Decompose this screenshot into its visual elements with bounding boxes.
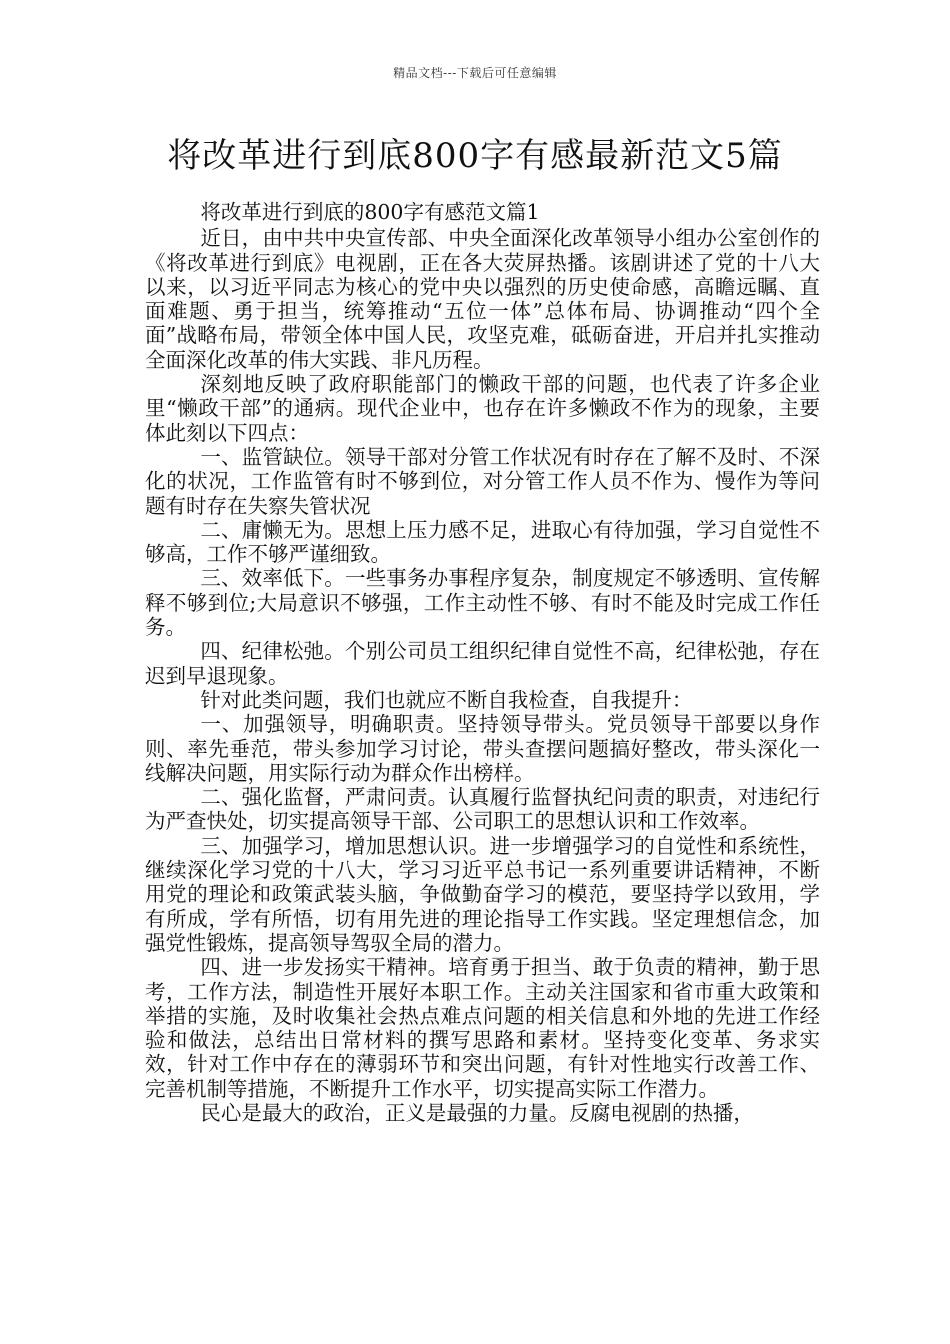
paragraph: 一、加强领导，明确职责。坚持领导带头。党员领导干部要以身作则、率先垂范，带头参加学习讨论，带头查摆问题搞好整改，带头深化一线解决问题，用实际行动为群众作出榜样。 — [145, 712, 820, 785]
header-note: 精品文档---下载后可任意编辑 — [393, 66, 557, 80]
paragraph: 针对此类问题，我们也就应不断自我检查，自我提升： — [200, 687, 693, 712]
paragraph: 四、纪律松弛。个别公司员工组织纪律自觉性不高，纪律松弛，存在迟到早退现象。 — [145, 639, 820, 688]
document-title: 将改革进行到底800字有感最新范文5篇 — [167, 136, 783, 176]
paragraph: 二、庸懒无为。思想上压力感不足，进取心有待加强，学习自觉性不够高，工作不够严谨细致。 — [145, 517, 820, 567]
paragraph: 二、强化监督，严肃问责。认真履行监督执纪问责的职责，对违纪行为严查快处，切实提高领导干部、公司职工的思想认识和工作效率。 — [145, 785, 820, 834]
paragraph: 一、监管缺位。领导干部对分管工作状况有时存在了解不及时、不深化的状况，工作监管有时不够到位，对分管工作人员不作为、慢作为等问题有时存在失察失管状况 — [145, 444, 820, 518]
paragraph: 近日，由中共中央宣传部、中央全面深化改革领导小组办公室创作的《将改革进行到底》电视剧，正在各大荧屏热播。该剧讲述了党的十八大以来，以习近平同志为核心的党中央以强烈的历史使命感，高瞻远瞩、直面难题、勇于担当，统筹推动“五位一体”总体布局、协调推动“四个全面”战略布局，带领全体中国人民，攻坚克难，砥砺奋进，开启并扎实推动全面深化改革的伟大实践、非凡历程。 — [145, 226, 820, 372]
paragraph: 民心是最大的政治，正义是最强的力量。反腐电视剧的热播， — [200, 1100, 754, 1125]
paragraph: 三、加强学习，增加思想认识。进一步增强学习的自觉性和系统性，继续深化学习党的十八大，学习习近平总书记一系列重要讲话精神，不断用党的理论和政策武装头脑，争做勤奋学习的模范，要坚持学以致用，学有所成，学有所悟，切有用先进的理论指导工作实践。坚定理想信念，加强党性锻炼，提高领导驾驭全局的潜力。 — [145, 833, 820, 955]
paragraph: 三、效率低下。一些事务办事程序复杂，制度规定不够透明、宣传解释不够到位;大局意识不够强，工作主动性不够、有时不能及时完成工作任务。 — [145, 566, 820, 640]
section-subtitle: 将改革进行到底的800字有感范文篇1 — [200, 200, 540, 224]
paragraph: 四、进一步发扬实干精神。培育勇于担当、敢于负责的精神，勤于思考，工作方法，制造性开展好本职工作。主动关注国家和省市重大政策和举措的实施，及时收集社会热点难点问题的相关信息和外地的先进工作经验和做法，总结出日常材料的撰写思路和素材。坚持变化变革、务求实效，针对工作中存在的薄弱环节和突出问题，有针对性地实行改善工作、完善机制等措施，不断提升工作水平，切实提高实际工作潜力。 — [145, 955, 820, 1101]
document-body — [145, 200, 820, 1125]
paragraph: 深刻地反映了政府职能部门的懒政干部的问题，也代表了许多企业里“懒政干部”的通病。现代企业中，也存在许多懒政不作为的现象，主要体此刻以下四点： — [145, 372, 820, 445]
